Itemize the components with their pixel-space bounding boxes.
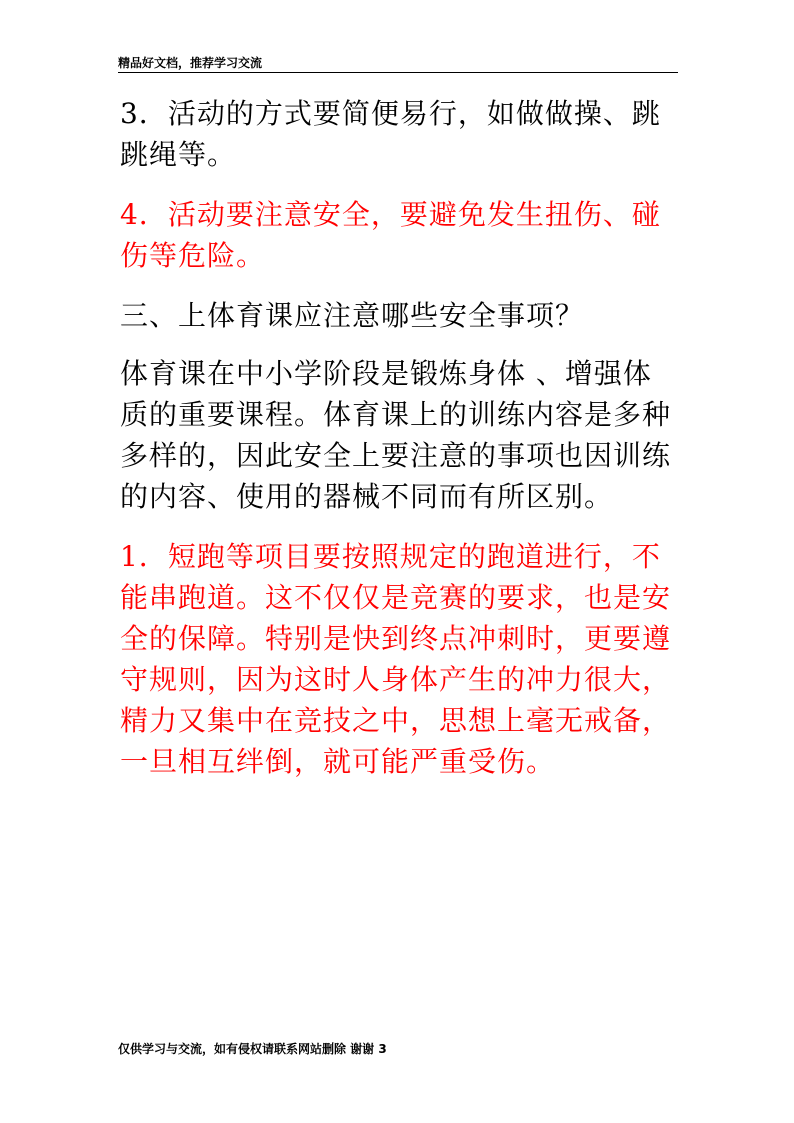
paragraph-sprint-rules: 1．短跑等项目要按照规定的跑道进行，不能串跑道。这不仅仅是竞赛的要求，也是安全的保障。特别是快到终点冲刺时，更要遵守规则，因为这时人身体产生的冲力很大，精力又集中在竞技之中，思想上毫无戒备，一旦相互绊倒，就可能严重受伤。 — [120, 540, 672, 778]
page-header: 精品好文档，推荐学习交流 — [118, 55, 678, 73]
page-footer: 仅供学习与交流，如有侵权请联系网站删除 谢谢 3 — [118, 1042, 387, 1056]
paragraph-activity-method: 3．活动的方式要简便易行，如做做操、跳跳绳等。 — [120, 97, 661, 171]
paragraph-activity-safety: 4．活动要注意安全，要避免发生扭伤、碰伤等危险。 — [120, 198, 661, 272]
document-body — [120, 93, 680, 801]
paragraph-pe-intro: 体育课在中小学阶段是锻炼身体 、增强体质的重要课程。体育课上的训练内容是多种多样的，因此安全上要注意的事项也因训练的内容、使用的器械不同而有所区别。 — [120, 357, 672, 513]
section-heading-pe-safety: 三、上体育课应注意哪些安全事项？ — [120, 299, 585, 332]
